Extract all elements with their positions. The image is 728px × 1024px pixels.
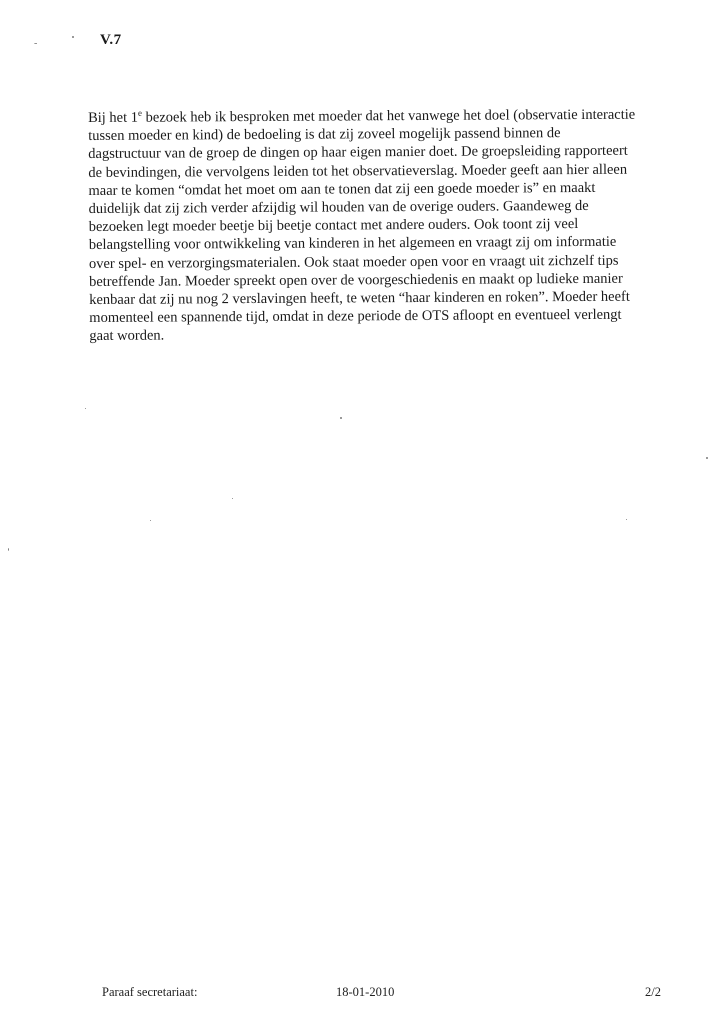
scan-speck (706, 457, 708, 459)
paragraph-line-9: over spel- en verzorgingsmaterialen. Ook staat moeder open voor en vraagt uit zichzelf tips (88, 252, 619, 272)
paragraph-line-10: betreffende Jan. Moeder spreekt open over de voorgeschiedenis en maakt op ludieke manier (89, 270, 623, 290)
paragraph-line-6: duidelijk dat zij zich verder afzijdig wil houden van de overige ouders. Gaandeweg de (88, 197, 589, 218)
scan-speck (340, 417, 342, 419)
paraph-label: Paraaf secretariaat: (102, 985, 198, 999)
scan-speck (232, 498, 233, 499)
paragraph-line-5: maar te komen “omdat het moet om aan te tonen dat zij een goede moeder is” en maakt (88, 179, 596, 199)
page-number: 2/2 (645, 985, 661, 999)
paragraph-line-4: de bevindingen, die vervolgens leiden tot het observatieverslag. Moeder geeft aan hier alleen (88, 161, 628, 181)
section-code: V.7 (100, 32, 122, 48)
paragraph-line-12: momenteel een spannende tijd, omdat in deze periode de OTS afloopt en eventueel verlengt (89, 306, 622, 327)
paragraph-line-13: gaat worden. (89, 327, 165, 345)
observation-paragraph (88, 105, 674, 345)
paragraph-line-11: kenbaar dat zij nu nog 2 verslavingen heeft, te weten “haar kinderen en roken”. Moeder heeft (89, 288, 630, 309)
scan-speck (85, 408, 86, 409)
paragraph-line-8: belangstelling voor ontwikkeling van kinderen in het algemeen en vraagt zij om informatie (88, 234, 617, 254)
scan-speck (72, 36, 74, 38)
scan-artifact-dash: - (34, 38, 38, 49)
scan-speck (626, 519, 627, 520)
scan-speck (8, 548, 9, 551)
scan-speck (150, 520, 151, 521)
document-date: 18-01-2010 (336, 985, 395, 999)
paragraph-line-1: Bij het 1e bezoek heb ik besproken met moeder dat het vanwege het doel (observatie interactie (88, 106, 636, 126)
paragraph-line-3: dagstructuur van de groep de dingen op haar eigen manier doet. De groepsleiding rapporteert (88, 143, 628, 163)
ordinal-superscript: e (137, 107, 143, 118)
paragraph-line-7: bezoeken legt moeder beetje bij beetje contact met andere ouders. Ook toont zij veel (88, 216, 579, 236)
paragraph-line-2: tussen moeder en kind) de bedoeling is dat zij zoveel mogelijk passend binnen de (88, 125, 561, 145)
